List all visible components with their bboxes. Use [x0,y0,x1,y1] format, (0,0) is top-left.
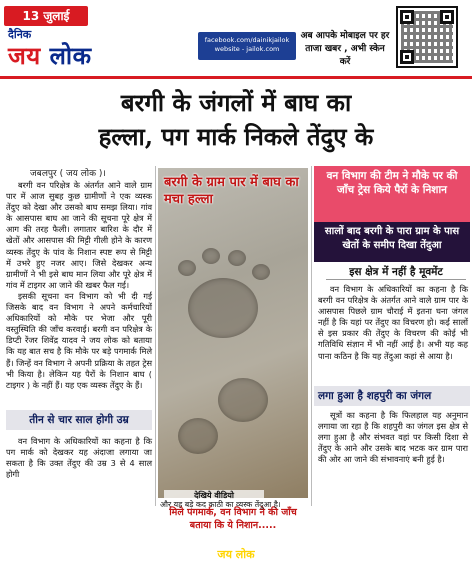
masthead-divider [0,76,472,79]
photo-title: बरगी के ग्राम पार में बाघ का मचा हल्ला [164,175,299,207]
paragraph: सूत्रों का कहना है कि फिलहाल यह अनुमान लगाया जा रहा है कि शहपुरी का जंगल इस क्षेत्र से लगा हुआ है और संभवत वहां पर किसी दिशा से तेंदुए के आने और उसके बाद भटक कर ग्राम पारा की ओर आ जाने की संभावनाएं बनी हुई है। [318,410,468,465]
newspaper-logo[interactable] [8,28,128,72]
column-divider [155,166,156,506]
photo-caption: मिले पगमार्क, वन विभाग ने की जाँच बताया कि ये निशान..... [162,504,304,534]
logo-main-a: जय [8,42,41,70]
subheading-movement: इस क्षेत्र में नहीं है मूवमेंट [326,264,466,280]
highlight-text-dark: सालों बाद बरगी के पारा ग्राम के पास खेतों के समीप दिखा तेंदुआ [324,226,460,251]
social-links[interactable] [198,32,296,60]
right-column-body [318,284,468,362]
photo-watermark-logo [204,540,268,566]
watermark-top: दैनिक [229,540,243,547]
headline-line-1: बरगी के जंगलों में बाघ का [120,88,352,117]
logo-main-b: लोक [49,42,92,70]
highlight-box-dark [314,222,470,262]
paragraph: बरगी वन परिक्षेत्र के अंतर्गत आने वाले ग्राम पार में आज सुबह कुछ ग्रामीणों ने एक व्यस्क तेंदुए को देखा और उसको बाघ समझ लिया। गांव के आसपास बाघ आ जाने की सूचना पूरे क्षेत्र में आग की तरह फैली। लगातार बारिश के दौर में खेतों और आसपास की मिट्टी गीली होने के कारण व्यस्क तेंदुए के पांव के निशान स्पष्ट रूप से मिट्टी में उभरे हुए नजर आए। जिसे देखकर अन्य ग्रामीणों ने भी इसे बाघ मान लिया और पूरे क्षेत्र में गांव में टाइगर आ जाने की खबर फैल गई। [6,180,152,290]
scan-promo [300,30,390,67]
logo-main-text [8,42,128,70]
promo-line-1: अब आपके मोबाइल पर हर [300,31,390,41]
main-headline [8,86,464,158]
qr-code-icon[interactable] [396,6,458,68]
headline-line-2: हल्ला, पग मार्क निकले तेंदुए के [98,122,374,151]
masthead [0,0,472,80]
video-label[interactable]: देखिये वीडियो [164,490,264,501]
paragraph: इसकी सूचना वन विभाग को भी दी गई जिसके बाद वन विभाग ने अपने कर्मचारियों अधिकारियों को मौके पर भेजा और पूरी वस्तुस्थिति की जाँच करवाई। बरगी वन परिक्षेत्र के डिप्टी रेंजर शिवेंद्र यादव ने जय लोक को बताया कि यह बात सच है कि मौके पर बड़े पगमार्क मिले हैं। जिन्हें वन विभाग ने अपनी प्रक्रिया के तहत ट्रेस भी किया है। लेकिन यह पैरों के निशान बाघ ( टाइगर ) के नहीं हैं। यह एक व्यस्क तेंदुए के हैं। [6,290,152,390]
column-divider [311,166,312,506]
paragraph: वन विभाग के अधिकारियों का कहना है कि पग मार्क को देखकर यह अंदाजा लगाया जा सकता है कि उक्त तेंदुए की उम्र 3 से 4 साल होगी [6,436,152,480]
website-link[interactable]: website - jailok.com [214,45,280,53]
watermark-main: जय लोक [217,548,255,561]
photo-below-text: और यह बड़े कद काठी का व्यस्क तेंदुआ है। [160,500,281,509]
highlight-text-pink: वन विभाग की टीम ने मौके पर की जाँच ट्रेस किये पैरों के निशान [326,170,458,196]
left-column-body [6,180,152,391]
paragraph: वन विभाग के अधिकारियों का कहना है कि बरगी वन परिक्षेत्र के अंतर्गत आने वाले ग्राम पार के आसपास पिछले ग्राम चौराई में इतना घना जंगल नहीं है कि यहां पर तेंदुए का विचरण हो। कई सालों से इस प्रकार की तेंदुए के विचरण की कोई भी गतिविधि संज्ञान में भी नहीं आई है। अभी यह कह पाना कठिन है कि यह तेंदुआ कहां से आया है। [318,284,468,361]
dateline: जबलपुर ( जय लोक )। [30,169,106,179]
subheading-age: तीन से चार साल होगी उम्र [6,410,152,430]
facebook-handle[interactable]: facebook.com/dainikjailok [204,36,290,44]
subheading-forest: लगा हुआ है शहपुरी का जंगल [314,386,470,406]
right-column-body-2 [318,410,468,465]
date-badge: 13 जुलाई 2025 [4,6,88,26]
logo-top-text: दैनिक [8,28,32,41]
promo-line-2: ताजा खबर , अभी स्केन करें [305,44,385,67]
left-column-body-2 [6,436,152,480]
